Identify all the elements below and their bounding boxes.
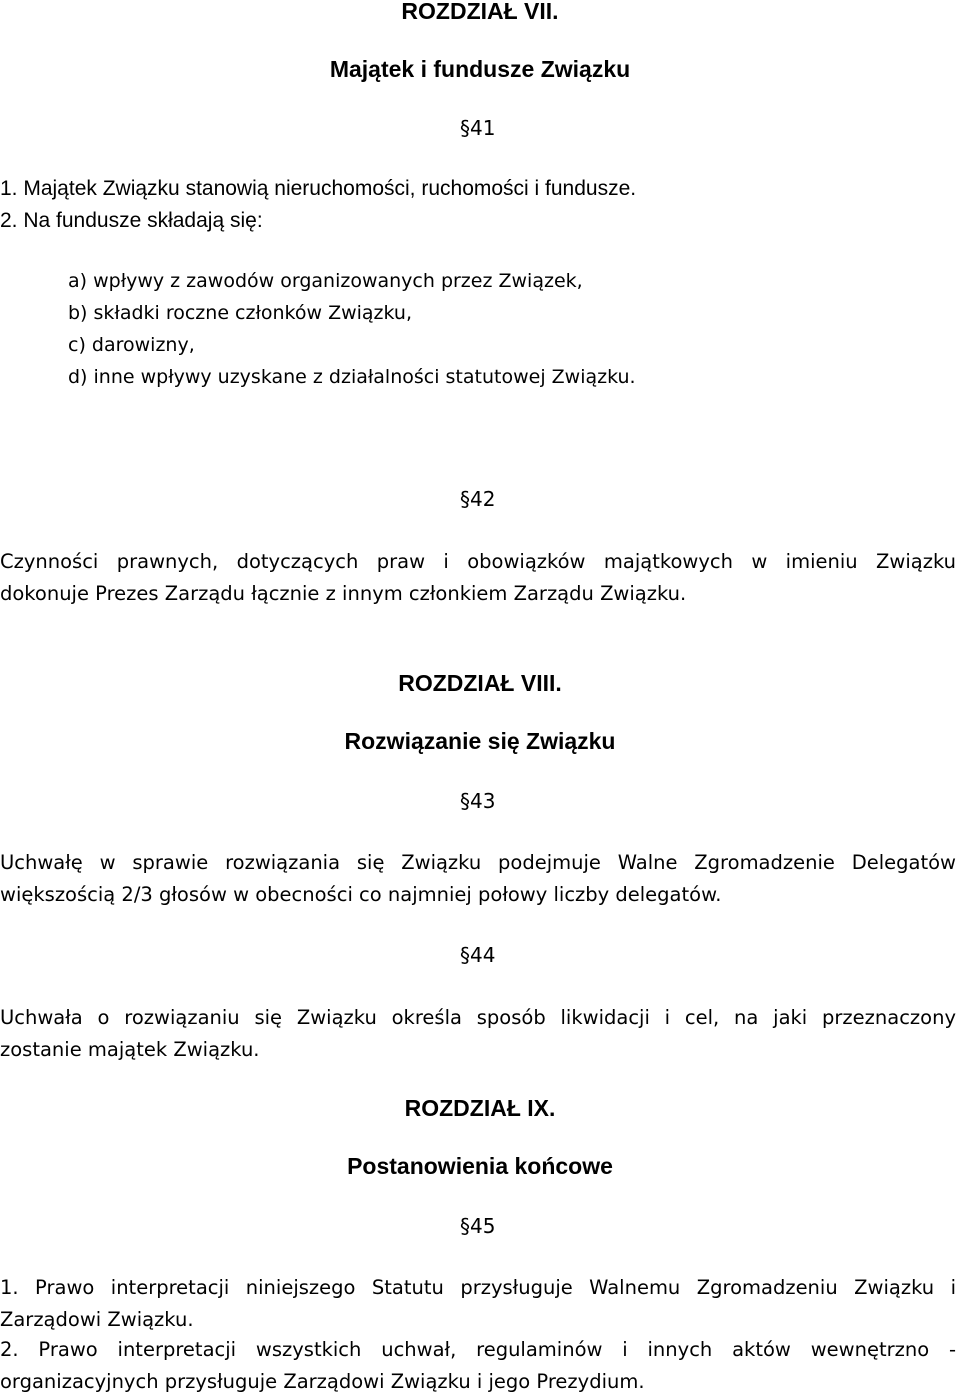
chapter-9-title: Postanowienia końcowe: [0, 1151, 960, 1181]
section-41-subitem-a: a) wpływy z zawodów organizowanych przez Związek,: [68, 266, 583, 296]
section-42-text: [0, 546, 956, 609]
chapter-7-heading: ROZDZIAŁ VII.: [0, 0, 960, 26]
section-45-item-2-line-1: 2. Prawo interpretacji wszystkich uchwał, regulaminów i innych aktów wewnętrzno -: [0, 1334, 956, 1366]
section-45-number: §45: [460, 1212, 495, 1240]
section-43-line-2: większością 2/3 głosów w obecności co najmniej połowy liczby delegatów.: [0, 879, 956, 911]
section-41-subitem-c: c) darowizny,: [68, 330, 195, 360]
section-45-item-2-line-2: organizacyjnych przysługuje Zarządowi Związku i jego Prezydium.: [0, 1366, 956, 1397]
chapter-8-title: Rozwiązanie się Związku: [0, 726, 960, 756]
section-41-item-2: 2. Na fundusze składają się:: [0, 206, 263, 236]
section-45-item-1-line-2: Zarządowi Związku.: [0, 1304, 956, 1336]
section-44-line-1: Uchwała o rozwiązaniu się Związku określa sposób likwidacji i cel, na jaki przeznaczony: [0, 1002, 956, 1034]
section-45-item-2: [0, 1334, 956, 1397]
section-41-subitem-d: d) inne wpływy uzyskane z działalności statutowej Związku.: [68, 362, 636, 392]
section-44-line-2: zostanie majątek Związku.: [0, 1034, 956, 1066]
section-43-number: §43: [460, 787, 495, 815]
section-44-text: [0, 1002, 956, 1065]
section-44-number: §44: [460, 941, 495, 969]
section-43-line-1: Uchwałę w sprawie rozwiązania się Związku podejmuje Walne Zgromadzenie Delegatów: [0, 847, 956, 879]
section-41-item-1: 1. Majątek Związku stanowią nieruchomości, ruchomości i fundusze.: [0, 174, 636, 204]
chapter-8-heading: ROZDZIAŁ VIII.: [0, 668, 960, 698]
chapter-9-heading: ROZDZIAŁ IX.: [0, 1093, 960, 1123]
section-45-item-1-line-1: 1. Prawo interpretacji niniejszego Statutu przysługuje Walnemu Zgromadzeniu Związku i: [0, 1272, 956, 1304]
section-41-number: §41: [460, 114, 495, 142]
section-45-item-1: [0, 1272, 956, 1335]
chapter-7-title: Majątek i fundusze Związku: [0, 54, 960, 84]
section-42-number: §42: [460, 485, 495, 513]
section-43-text: [0, 847, 956, 910]
section-42-line-2: dokonuje Prezes Zarządu łącznie z innym członkiem Zarządu Związku.: [0, 578, 956, 610]
section-41-subitem-b: b) składki roczne członków Związku,: [68, 298, 412, 328]
section-42-line-1: Czynności prawnych, dotyczących praw i obowiązków majątkowych w imieniu Związku: [0, 546, 956, 578]
